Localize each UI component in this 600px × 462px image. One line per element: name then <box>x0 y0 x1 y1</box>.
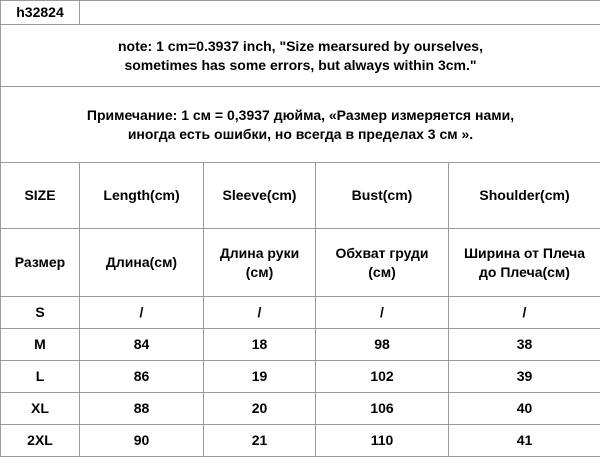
shoulder-cell: 40 <box>449 393 600 425</box>
table-row <box>1 361 600 393</box>
header-ru-bust-line-2: (см) <box>368 263 396 280</box>
shoulder-cell: 39 <box>449 361 600 393</box>
bust-cell: 102 <box>316 361 449 393</box>
product-code-row <box>1 1 600 25</box>
size-cell: S <box>1 297 80 329</box>
empty-header-cell <box>80 1 600 25</box>
note-en-cell <box>1 25 600 87</box>
header-bust: Bust(cm) <box>316 163 449 229</box>
note-ru-row <box>1 87 600 163</box>
header-ru-length-line-1: Длина(см) <box>105 254 178 270</box>
shoulder-cell: 38 <box>449 329 600 361</box>
size-cell: L <box>1 361 80 393</box>
header-ru-size-line-1: Размер <box>14 254 66 270</box>
sleeve-cell: / <box>204 297 316 329</box>
header-ru-bust <box>316 229 449 297</box>
table-row <box>1 393 600 425</box>
bust-cell: 110 <box>316 425 449 457</box>
length-cell: / <box>80 297 204 329</box>
header-length: Length(cm) <box>80 163 204 229</box>
header-ru-sleeve-line-1: Длина руки <box>219 244 300 261</box>
table-row <box>1 329 600 361</box>
table-row <box>1 425 600 457</box>
bust-cell: 98 <box>316 329 449 361</box>
sleeve-cell: 18 <box>204 329 316 361</box>
size-cell: M <box>1 329 80 361</box>
note-ru-line-1: Примечание: 1 см = 0,3937 дюйма, «Размер измеряется нами, <box>86 106 515 123</box>
table-row <box>1 297 600 329</box>
header-shoulder: Shoulder(cm) <box>449 163 600 229</box>
sleeve-cell: 20 <box>204 393 316 425</box>
bust-cell: / <box>316 297 449 329</box>
note-ru-cell <box>1 87 600 163</box>
length-cell: 86 <box>80 361 204 393</box>
size-cell: 2XL <box>1 425 80 457</box>
sleeve-cell: 19 <box>204 361 316 393</box>
product-code-cell: h32824 <box>1 1 80 25</box>
sleeve-cell: 21 <box>204 425 316 457</box>
header-size: SIZE <box>1 163 80 229</box>
note-en-line-1: note: 1 cm=0.3937 inch, "Size mearsured by ourselves, <box>118 37 483 54</box>
header-ru-sleeve-line-2: (см) <box>245 263 274 280</box>
note-ru-line-2: иногда есть ошибки, но всегда в пределах 3 см ». <box>127 125 474 142</box>
header-en-row <box>1 163 600 229</box>
header-ru-shoulder-line-1: Ширина от Плеча <box>463 244 586 261</box>
header-sleeve: Sleeve(cm) <box>204 163 316 229</box>
header-ru-shoulder-line-2: до Плеча(см) <box>479 263 570 280</box>
length-cell: 90 <box>80 425 204 457</box>
shoulder-cell: 41 <box>449 425 600 457</box>
shoulder-cell: / <box>449 297 600 329</box>
header-ru-sleeve <box>204 229 316 297</box>
note-en-row <box>1 25 600 87</box>
header-ru-bust-line-1: Обхват груди <box>335 244 429 261</box>
header-ru-length <box>80 229 204 297</box>
header-ru-row <box>1 229 600 297</box>
header-ru-shoulder <box>449 229 600 297</box>
header-ru-size <box>1 229 80 297</box>
length-cell: 84 <box>80 329 204 361</box>
size-cell: XL <box>1 393 80 425</box>
length-cell: 88 <box>80 393 204 425</box>
bust-cell: 106 <box>316 393 449 425</box>
note-en-line-2: sometimes has some errors, but always within 3cm." <box>124 56 477 73</box>
